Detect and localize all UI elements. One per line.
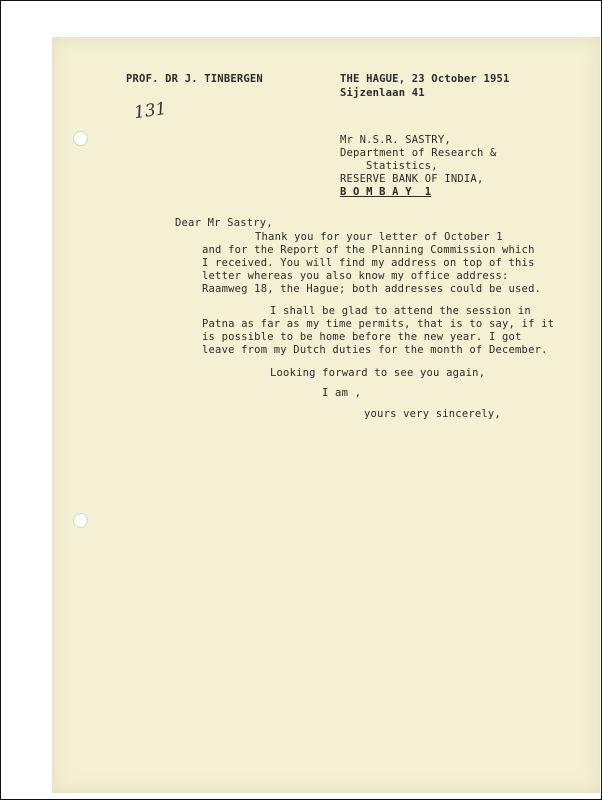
paragraph-line: Thank you for your letter of October 1 bbox=[255, 231, 503, 243]
paragraph-line: Patna as far as my time permits, that is to say, if it bbox=[202, 318, 555, 330]
place-date: THE HAGUE, 23 October 1951 bbox=[340, 73, 510, 85]
recipient-line: Mr N.S.R. SASTRY, bbox=[340, 134, 451, 146]
paragraph-line: I shall be glad to attend the session in bbox=[270, 305, 531, 317]
letter-sheet bbox=[52, 37, 600, 793]
sender-name: PROF. DR J. TINBERGEN bbox=[126, 73, 263, 85]
punch-hole bbox=[73, 513, 88, 528]
paragraph-line: leave from my Dutch duties for the month of December. bbox=[202, 344, 548, 356]
salutation: Dear Mr Sastry, bbox=[175, 217, 273, 229]
signoff: yours very sincerely, bbox=[364, 408, 501, 420]
paragraph-line: letter whereas you also know my office address: bbox=[202, 270, 509, 282]
sender-address: Sijzenlaan 41 bbox=[340, 87, 425, 99]
recipient-city: B O M B A Y 1 bbox=[340, 186, 432, 198]
paragraph-line: Raamweg 18, the Hague; both addresses could be used. bbox=[202, 283, 542, 295]
paragraph-line: I received. You will find my address on top of this bbox=[202, 257, 535, 269]
recipient-line: Department of Research & bbox=[340, 147, 497, 159]
recipient-line: RESERVE BANK OF INDIA, bbox=[340, 173, 484, 185]
punch-hole bbox=[73, 131, 88, 146]
recipient-line: Statistics, bbox=[366, 160, 438, 172]
closing-line: Looking forward to see you again, bbox=[270, 367, 486, 379]
paragraph-line: is possible to be home before the new year. I got bbox=[202, 331, 522, 343]
closing-line: I am , bbox=[322, 387, 362, 399]
handwritten-file-number: 131 bbox=[132, 98, 168, 124]
paragraph-line: and for the Report of the Planning Commission which bbox=[202, 244, 535, 256]
